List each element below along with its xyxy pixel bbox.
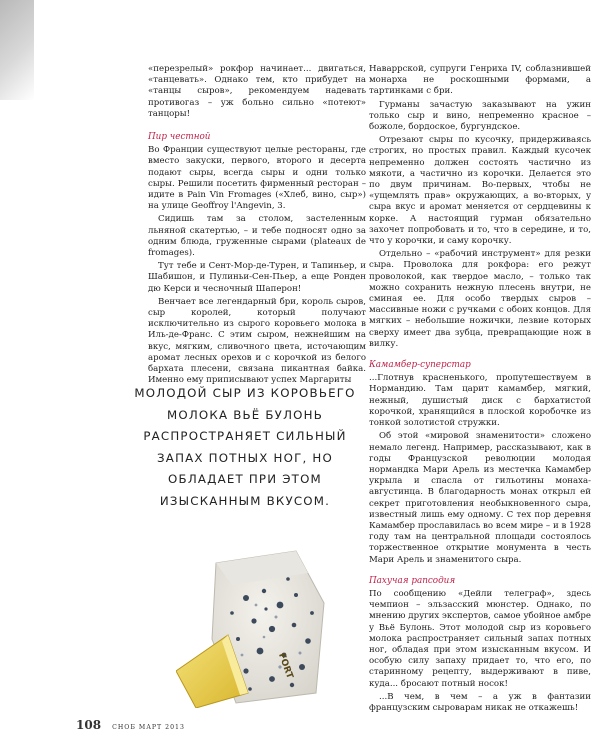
- right-column: [369, 64, 591, 716]
- paragraph: Отдельно – «рабочий инструмент» для резки сыра. Проволока для рокфора: его режут проволокой, как твердое масло, – только так можно сохранить нежную плесень внутри, не сминая ее. Для особо твердых сыров – массивные ножи с ручками с обоих концов. Для мягких – небольшие ножички, лезвие которых сверху имеет два зубца, превращающие нож в вилку.: [369, 249, 591, 349]
- page-footer: [76, 714, 185, 733]
- cheese-label-text: FORT: [276, 651, 295, 681]
- paragraph: ...Глотнув красненького, пропутешествуем в Нормандию. Там царит камамбер, мягкий, нежный, душистый диск с бархатистой корочкой, хранящийся в плоской коробочке из тонкой золотистой стружки.: [369, 373, 591, 429]
- paragraph: Об этой «мировой знаменитости» сложено немало легенд. Например, рассказывают, как в годы Французской революции молодая нормандка Мари Арель из местечка Камамбер укрыла и спасла от гильотины монаха-августинца. В благодарность монах открыл ей секрет приготовления необыкновенного сыра, известный лишь ему одному. С тех пор деревня Камамбер прославилась во всем мире – и в 1928 году там на центральной площади состоялось торжественное открытие монумента в честь Мари Арель и знаменитого сыра.: [369, 431, 591, 565]
- pull-quote: МОЛОДОЙ СЫР ИЗ КОРОВЬЕГО МОЛОКА ВЬЁ БУЛОНЬ РАСПРОСТРАНЯЕТ СИЛЬНЫЙ ЗАПАХ ПОТНЫХ НОГ, НО ОБЛАДАЕТ ПРИ ЭТОМ ИЗЫСКАННЫМ ВКУСОМ.: [134, 386, 356, 508]
- paragraph: По сообщению «Дейли телеграф», здесь чемпион – эльзасский мюнстер. Однако, по мнению других экспертов, самое убойное амбре у Вьё Булонь. Этот молодой сыр из коровьего молока распространяет сильный запах потных ног, обладая при этом изысканным вкусом. И особую силу запаху придает то, что его, по старинному рецепту, выдерживают в пиве, куда... бросают потный носок!: [369, 588, 591, 689]
- paragraph: ...В чем, в чем – а уж в фантазии французским сыроварам никак не откажешь!: [369, 691, 591, 713]
- cheese-illustration: [176, 543, 326, 708]
- subheading-pir-chestnoy: Пир честной: [148, 132, 211, 143]
- paragraph: Тут тебе и Сент-Мор-де-Турен, и Тапиньер, и Шабишон, и Пулиньи-Сен-Пьер, а еще Ронден дю Керси и чесночный Шаперон!: [148, 261, 366, 294]
- cheese-photo: [176, 543, 326, 712]
- page-corner-shade: [0, 0, 34, 100]
- page-number: 108: [76, 718, 102, 732]
- subheading-rapsodiya: Пахучая рапсодия: [369, 575, 456, 586]
- paragraph: Наваррской, супруги Генриха IV, соблазнившей монарха не роскошными формами, а тартинками с бри.: [369, 64, 591, 97]
- paragraph: Сидишь там за столом, застеленным льняной скатертью, – и тебе подносят одно за одним блюда, груженные сырами (plateaux de fromages).: [148, 214, 366, 259]
- magazine-issue: СНОБ МАРТ 2013: [112, 724, 185, 731]
- paragraph: Гурманы зачастую заказывают на ужин только сыр и вино, непременно красное – божоле, бордоское, бургундское.: [369, 99, 591, 133]
- subheading-camembert: Камамбер-суперстар: [369, 360, 471, 371]
- paragraph: «перезрелый» рокфор начинает... двигаться, «танцевать». Однако тем, кто прибудет на «танцы сыров», рекомендуем надевать противогаз – уж больно сильно «потеют» танцоры!: [148, 64, 366, 119]
- left-column: [148, 64, 366, 388]
- paragraph: Венчает все легендарный бри, король сыров, сыр королей, который получают исключительно из сырого коровьего молока в Иль-де-Франс. С этим сыром, нежнейшим на вкус, мягким, сливочного цвета, источающим аромат лесных орехов и с корочкой из белого бархата плесени, связана пикантная байка. Именно ему приписывают успех Маргариты: [148, 296, 366, 386]
- paragraph: Отрезают сыры по кусочку, придерживаясь строгих, но простых правил. Каждый кусочек непременно должен состоять частично из мякоти, а частично из корочки. Делается это по двум причинам. Во-первых, чтобы не «ущемлять прав» окружающих, а во-вторых, у сыра вкус и аромат меняется от сердцевины к корке. А настоящий гурман обязательно захочет попробовать и то, что в середине, и то, что у корочки, и саму корочку.: [369, 135, 591, 247]
- paragraph: Во Франции существуют целые рестораны, где вместо закуски, первого, второго и десерта подают сыры, всегда сыры и одни только сыры. Решили посетить фирменный ресторан – идите в Pain Vin Fromages («Хлеб, вино, сыр») на улице Geoffroy l'Angevin, 3.: [148, 145, 366, 212]
